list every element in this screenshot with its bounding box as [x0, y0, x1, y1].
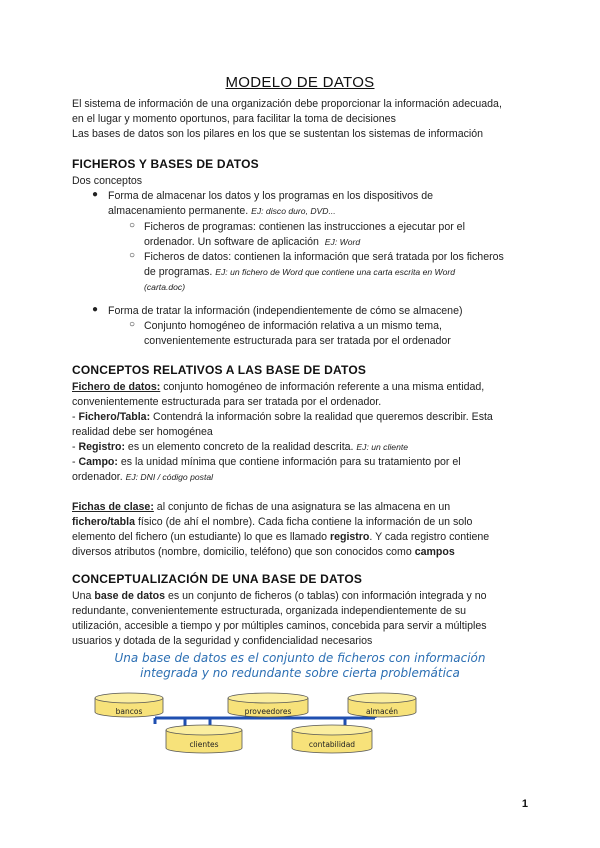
sub-bullet-2-line-3	[144, 280, 544, 295]
intro-line-1: El sistema de información de una organización debe proporcionar la información adecuada,	[72, 98, 502, 110]
fichero-datos-line-2: convenientemente estructurada para ser tratada por el ordenador.	[72, 396, 382, 408]
fichas-clase-line-1: Fichas de clase: al conjunto de fichas de una asignatura se las almacena en un	[72, 501, 451, 513]
sub-bullet-circle-icon: ○	[129, 319, 136, 330]
db-cylinder-almacen	[348, 693, 416, 717]
example-text: EJ: disco duro, DVD...	[251, 206, 336, 216]
diagram-caption-line-2: integrada y no redundante sobre cierta problemática	[140, 666, 460, 680]
fichas-clase-line-3: elemento del fichero (un estudiante) lo que es llamado registro. Y cada registro contiene	[72, 531, 490, 543]
section-heading-conceptos: CONCEPTOS RELATIVOS A LAS BASE DE DATOS	[72, 363, 367, 377]
node-label: bancos	[115, 707, 143, 716]
example-text: EJ: Word	[324, 237, 361, 247]
intro-line-2: en el lugar y momento oportunos, para facilitar la toma de decisiones	[72, 113, 396, 125]
section-heading-conceptualizacion: CONCEPTUALIZACIÓN DE UNA BASE DE DATOS	[72, 572, 363, 586]
bullet-dot-icon: ●	[92, 189, 99, 200]
fichas-clase-line-2: fichero/tabla físico (de ahí el nombre). Cada ficha contiene la información de un solo	[72, 516, 473, 528]
fichero-datos-line-1: Fichero de datos: conjunto homogéneo de información referente a una misma entidad,	[72, 381, 485, 393]
example-text: (carta.doc)	[144, 282, 186, 292]
sub-bullet-circle-icon: ○	[129, 250, 136, 261]
sub-bullet-3-line-2: convenientemente estructurada para ser tratada por el ordenador	[144, 335, 451, 347]
node-label: contabilidad	[308, 740, 356, 749]
conceptualizacion-line-2: redundante, convenientemente estructurada, organizada independientemente de su	[72, 605, 467, 617]
db-cylinder-bancos	[95, 693, 163, 717]
sub-bullet-1-line-1: Ficheros de programas: contienen las instrucciones a ejecutar por el	[144, 221, 465, 233]
node-label: clientes	[189, 740, 219, 749]
section1-lead: Dos conceptos	[72, 175, 143, 187]
bullet-dot-icon: ●	[92, 304, 99, 315]
db-cylinder-proveedores	[228, 693, 308, 717]
sub-bullet-3-line-1: Conjunto homogéneo de información relativa a un mismo tema,	[144, 320, 442, 332]
page-number: 1	[521, 798, 528, 810]
campo-line-1: - Campo: es la unidad mínima que contiene información para su tratamiento por el	[72, 456, 461, 468]
conceptualizacion-line-4: usuarios y dotada de la seguridad y confidencialidad necesarios	[72, 635, 373, 647]
bullet-1-line-1: Forma de almacenar los datos y los programas en los dispositivos de	[108, 190, 434, 202]
sub-bullet-2-line-2: de programas. EJ: un fichero de Word que contiene una carta escrita en Word	[144, 266, 456, 278]
page-title: MODELO DE DATOS	[225, 74, 375, 91]
node-label: proveedores	[244, 707, 292, 716]
registro-line: - Registro: es un elemento concreto de la realidad descrita. EJ: un cliente	[72, 441, 409, 453]
node-label: almacén	[365, 707, 399, 716]
conceptualizacion-line-3: utilización, accesible a tiempo y por múltiples caminos, concebida para servir a múltiples	[72, 620, 487, 632]
db-cylinder-contabilidad	[292, 725, 372, 753]
example-text: EJ: un fichero de Word que contiene una carta escrita en Word	[215, 267, 456, 277]
section-heading-ficheros: FICHEROS Y BASES DE DATOS	[72, 157, 259, 171]
bullet-1-line-2: almacenamiento permanente. EJ: disco duro, DVD...	[108, 205, 336, 217]
diagram-caption-line-1: Una base de datos es el conjunto de ficheros con información	[114, 651, 486, 665]
campo-line-2: ordenador. EJ: DNI / código postal	[72, 471, 214, 483]
fichero-tabla-line-1: - Fichero/Tabla: Contendrá la información sobre la realidad que queremos describir. Esta	[72, 411, 493, 423]
conceptualizacion-line-1: Una base de datos es un conjunto de ficheros (o tablas) con información integrada y no	[72, 590, 487, 602]
sub-bullet-2-line-1: Ficheros de datos: contienen la información que será tratada por los ficheros	[144, 251, 504, 263]
fichas-clase-line-4: diversos atributos (nombre, domicilio, teléfono) que son conocidos como campos	[72, 546, 455, 558]
fichero-tabla-line-2: realidad debe ser homogénea	[72, 426, 213, 438]
sub-bullet-circle-icon: ○	[129, 220, 136, 231]
bullet-2: Forma de tratar la información (independientemente de cómo se almacene)	[108, 305, 463, 317]
sub-bullet-1-line-2: ordenador. Un software de aplicación EJ: Word	[144, 236, 361, 248]
intro-line-3: Las bases de datos son los pilares en los que se sustentan los sistemas de información	[72, 128, 484, 140]
database-diagram	[60, 648, 540, 766]
db-cylinder-clientes	[166, 725, 242, 753]
